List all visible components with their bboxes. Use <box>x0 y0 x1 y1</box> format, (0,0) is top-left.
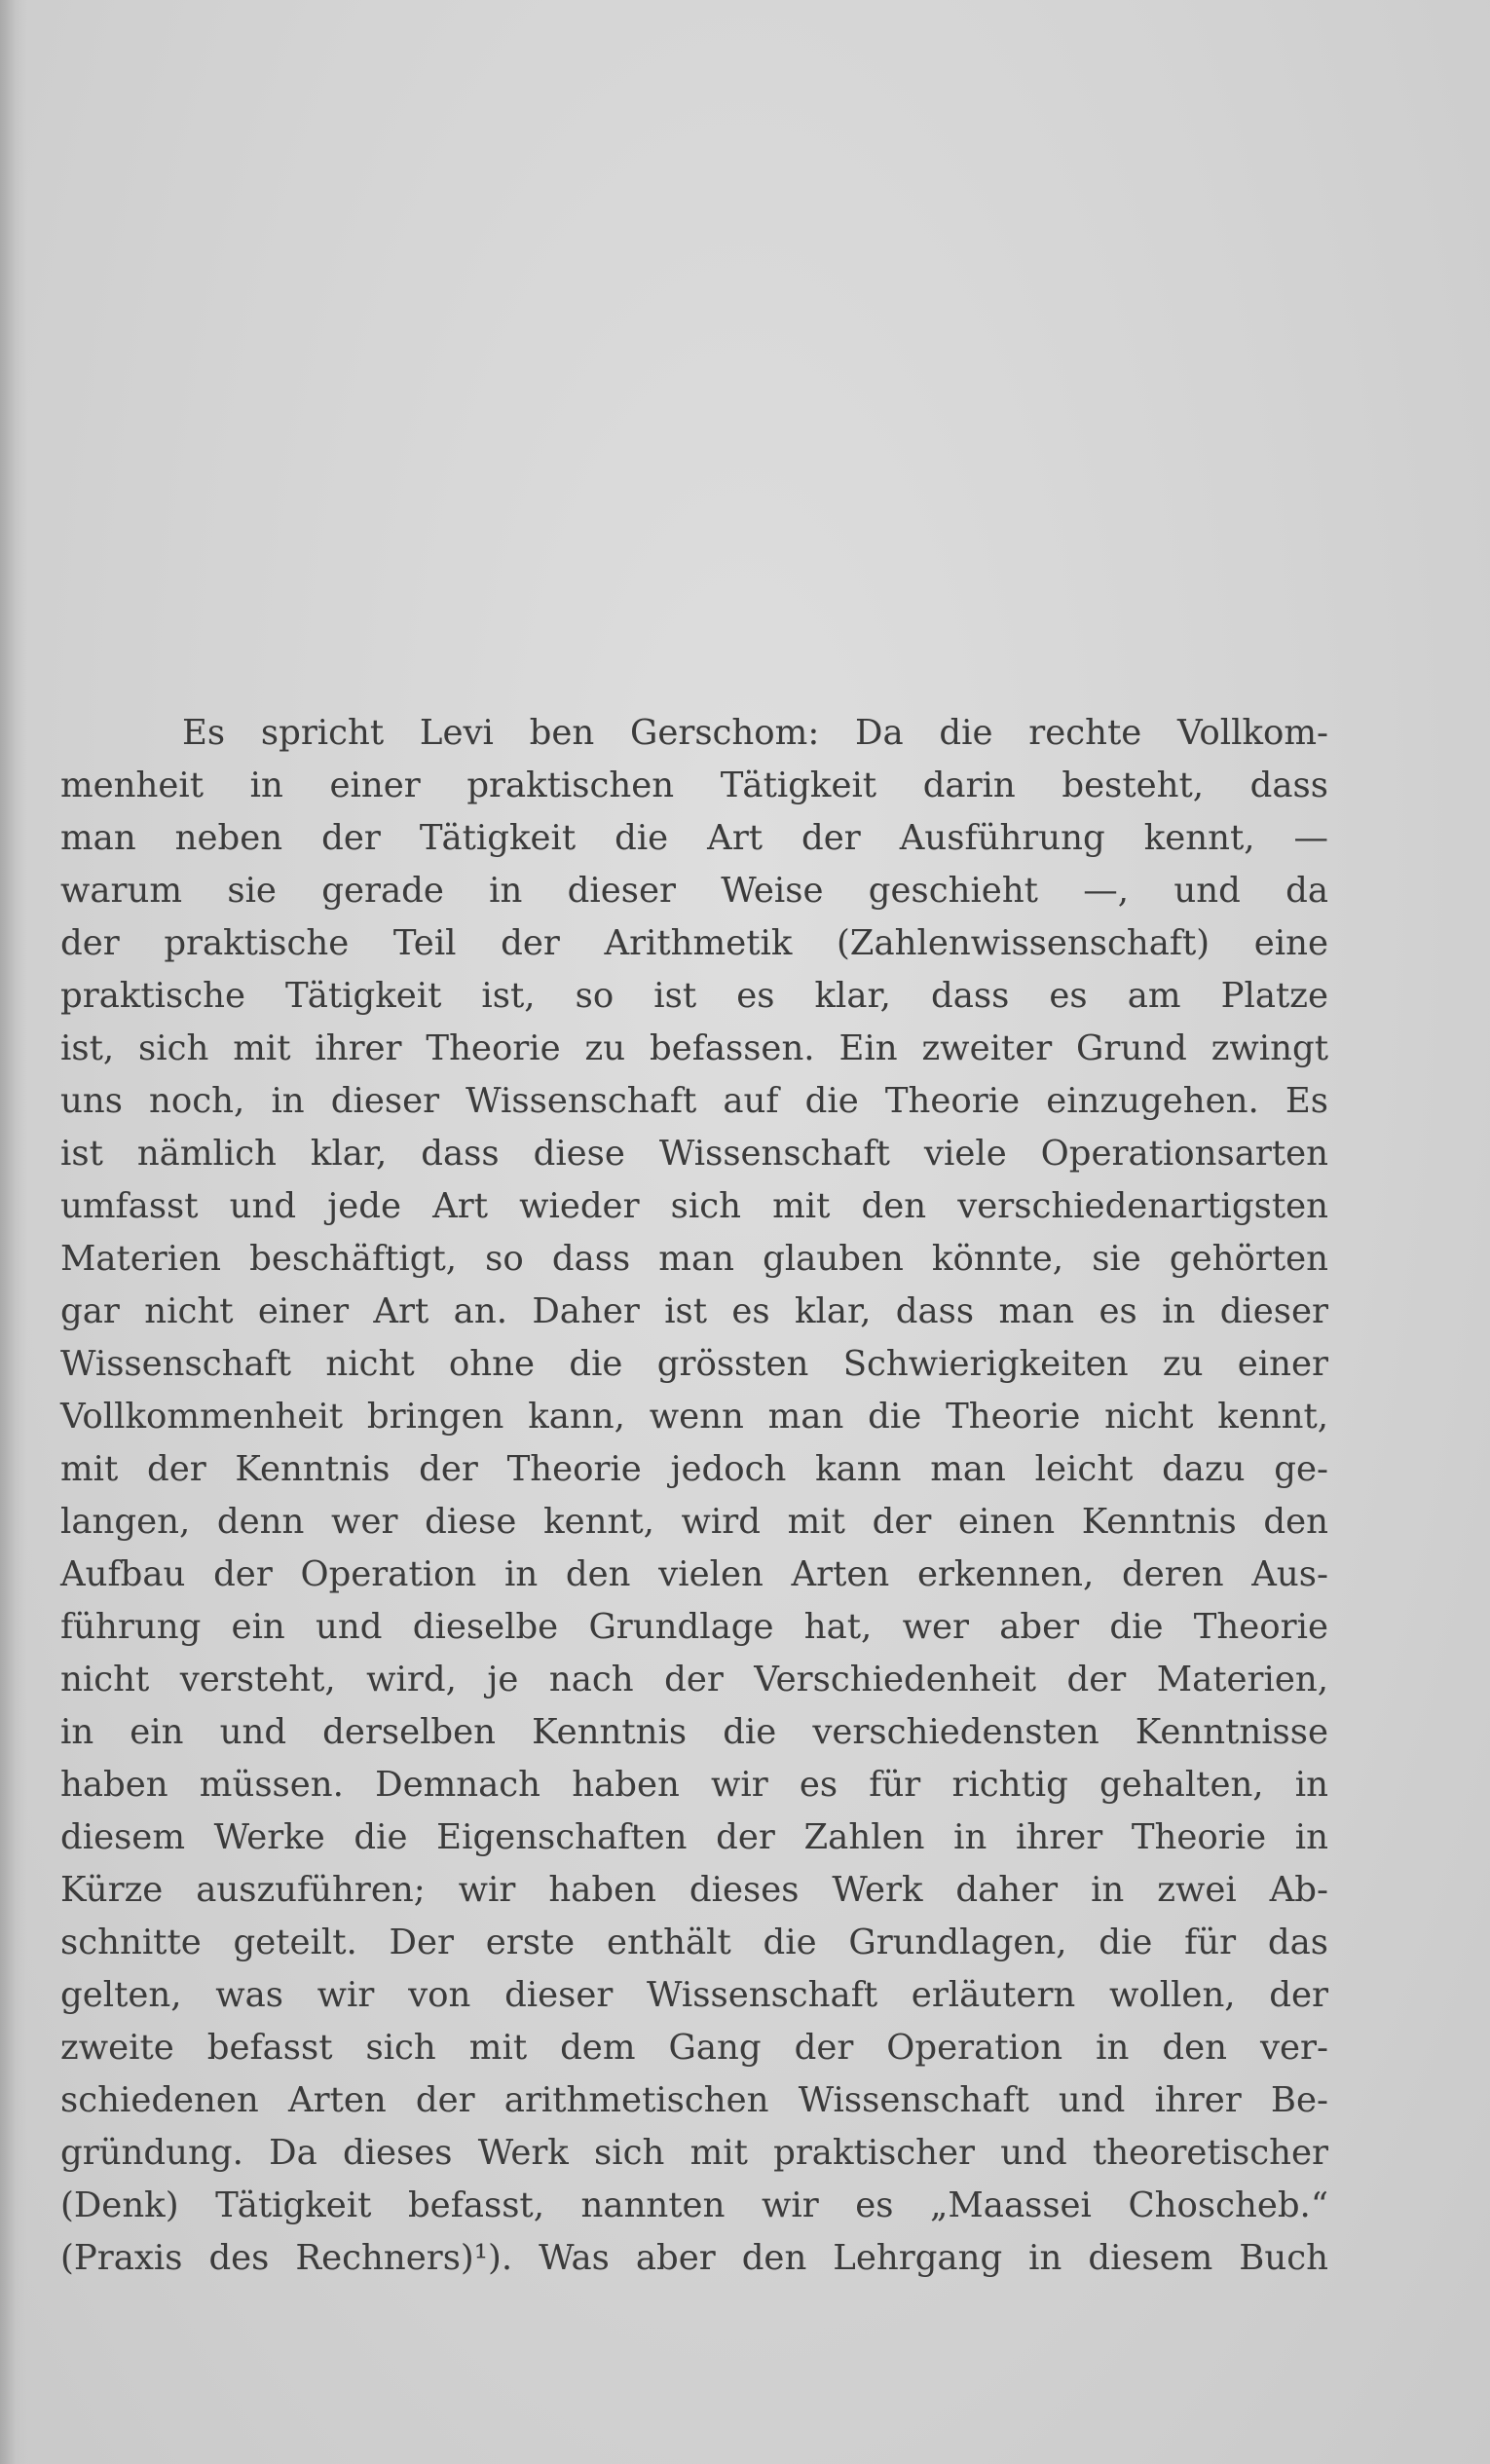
text-line: man neben der Tätigkeit die Art der Ausführung kennt, — <box>60 818 1328 858</box>
page-edge-shadow <box>0 0 27 2464</box>
text-line: menheit in einer praktischen Tätigkeit darin besteht, dass <box>60 765 1328 805</box>
text-line: in ein und derselben Kenntnis die verschiedensten Kenntnisse <box>60 1712 1328 1752</box>
text-line: zweite befasst sich mit dem Gang der Operation in den ver- <box>60 2028 1328 2068</box>
text-line: warum sie gerade in dieser Weise geschieht —, und da <box>60 871 1328 911</box>
text-line: (Praxis des Rechners)¹). Was aber den Lehrgang in diesem Buch <box>60 2238 1328 2278</box>
text-line: uns noch, in dieser Wissenschaft auf die Theorie einzugehen. Es <box>60 1081 1328 1121</box>
text-line: Wissenschaft nicht ohne die grössten Schwierigkeiten zu einer <box>60 1344 1328 1384</box>
text-line: langen, denn wer diese kennt, wird mit der einen Kenntnis den <box>60 1502 1328 1542</box>
text-line: gründung. Da dieses Werk sich mit praktischer und theoretischer <box>60 2133 1328 2173</box>
body-paragraph <box>60 707 1328 2285</box>
text-line: schiedenen Arten der arithmetischen Wissenschaft und ihrer Be- <box>60 2080 1328 2120</box>
text-line: (Denk) Tätigkeit befasst, nannten wir es „Maassei Choscheb.“ <box>60 2185 1328 2225</box>
text-line: Aufbau der Operation in den vielen Arten erkennen, deren Aus- <box>60 1554 1328 1594</box>
text-line: diesem Werke die Eigenschaften der Zahlen in ihrer Theorie in <box>60 1817 1328 1857</box>
text-line: gelten, was wir von dieser Wissenschaft erläutern wollen, der <box>60 1975 1328 2015</box>
text-line: Vollkommenheit bringen kann, wenn man die Theorie nicht kennt, <box>60 1397 1328 1437</box>
text-line: gar nicht einer Art an. Daher ist es klar, dass man es in dieser <box>60 1291 1328 1331</box>
text-line: umfasst und jede Art wieder sich mit den verschiedenartigsten <box>60 1186 1328 1226</box>
text-line: nicht versteht, wird, je nach der Verschiedenheit der Materien, <box>60 1660 1328 1699</box>
text-line: der praktische Teil der Arithmetik (Zahlenwissenschaft) eine <box>60 923 1328 963</box>
text-line: Kürze auszuführen; wir haben dieses Werk daher in zwei Ab- <box>60 1870 1328 1910</box>
text-line: haben müssen. Demnach haben wir es für richtig gehalten, in <box>60 1765 1328 1805</box>
text-line: mit der Kenntnis der Theorie jedoch kann man leicht dazu ge- <box>60 1449 1328 1489</box>
text-line: Es spricht Levi ben Gerschom: Da die rechte Vollkom- <box>182 713 1328 753</box>
text-line: führung ein und dieselbe Grundlage hat, wer aber die Theorie <box>60 1607 1328 1647</box>
text-line: schnitte geteilt. Der erste enthält die Grundlagen, die für das <box>60 1923 1328 1962</box>
text-line: Materien beschäftigt, so dass man glauben könnte, sie gehörten <box>60 1239 1328 1279</box>
text-line: praktische Tätigkeit ist, so ist es klar, dass es am Platze <box>60 976 1328 1016</box>
text-line: ist nämlich klar, dass diese Wissenschaft viele Operationsarten <box>60 1134 1328 1174</box>
text-line: ist, sich mit ihrer Theorie zu befassen. Ein zweiter Grund zwingt <box>60 1028 1328 1068</box>
